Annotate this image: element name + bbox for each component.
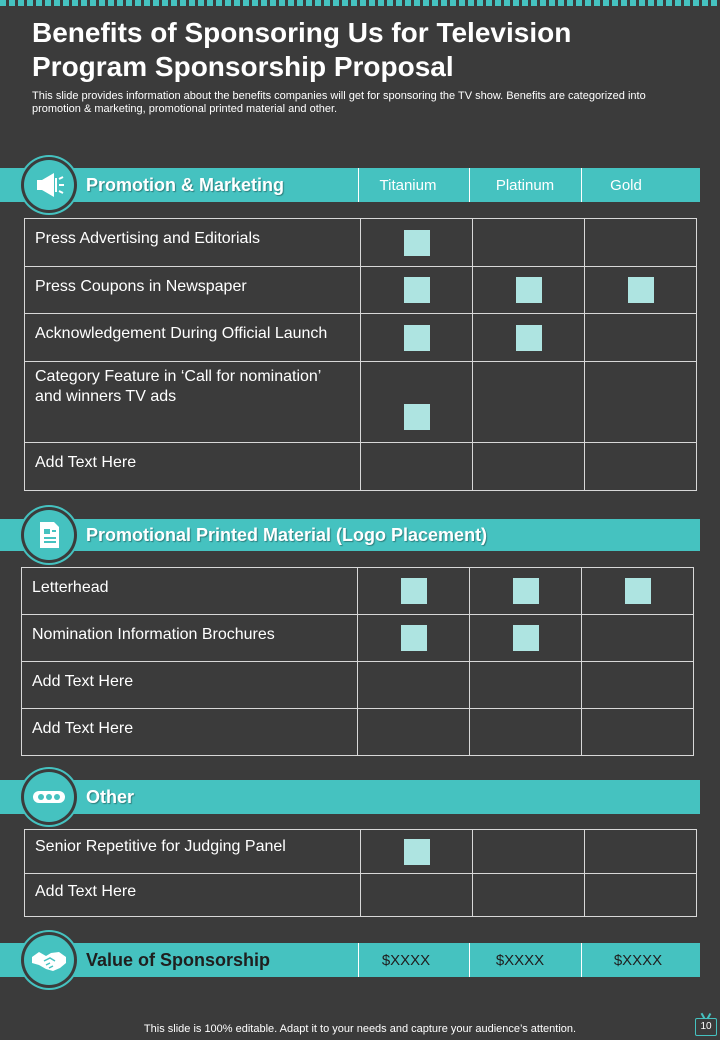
platinum-cell — [470, 662, 582, 709]
titanium-cell — [361, 874, 473, 917]
value-section-title: Value of Sponsorship — [86, 950, 271, 970]
titanium-cell — [361, 267, 473, 314]
handshake-icon — [24, 935, 74, 985]
titanium-cell — [361, 830, 473, 874]
value-titanium: $XXXX — [381, 952, 431, 969]
gold-cell — [585, 219, 697, 267]
table-row — [22, 568, 694, 615]
check-mark — [404, 277, 430, 303]
row-label: Senior Repetitive for Judging Panel — [25, 830, 361, 874]
row-label: Category Feature in ‘Call for nomination’ and winners TV ads — [25, 362, 361, 443]
row-label: Nomination Information Brochures — [22, 615, 358, 662]
platinum-cell — [473, 443, 585, 491]
row-label[interactable]: Add Text Here — [25, 874, 361, 917]
platinum-cell — [473, 314, 585, 362]
check-mark — [401, 625, 427, 651]
check-mark — [404, 325, 430, 351]
check-mark — [513, 625, 539, 651]
table-row — [22, 662, 694, 709]
platinum-cell — [473, 219, 585, 267]
titanium-cell — [358, 568, 470, 615]
table-row — [25, 219, 697, 267]
table-row — [25, 267, 697, 314]
check-mark — [404, 230, 430, 256]
platinum-cell — [473, 267, 585, 314]
table-row — [25, 874, 697, 917]
titanium-cell — [358, 709, 470, 756]
page-number: 10 — [695, 1018, 717, 1036]
footer-note: This slide is 100% editable. Adapt it to your needs and capture your audience’s attention. — [143, 1023, 577, 1035]
document-icon — [24, 510, 74, 560]
check-mark — [516, 325, 542, 351]
gold-cell — [582, 709, 694, 756]
gold-cell — [585, 830, 697, 874]
platinum-cell — [473, 874, 585, 917]
value-platinum: $XXXX — [495, 952, 545, 969]
row-label[interactable]: Add Text Here — [25, 443, 361, 491]
value-gold: $XXXX — [613, 952, 663, 969]
table-row — [25, 830, 697, 874]
megaphone-icon — [24, 160, 74, 210]
row-label[interactable]: Add Text Here — [22, 709, 358, 756]
gold-cell — [585, 874, 697, 917]
titanium-cell — [361, 443, 473, 491]
band-separator — [469, 168, 470, 202]
top-dashed-border — [0, 0, 720, 6]
titanium-cell — [361, 219, 473, 267]
titanium-cell — [361, 362, 473, 443]
platinum-cell — [470, 615, 582, 662]
table-row — [25, 314, 697, 362]
gold-cell — [585, 443, 697, 491]
other-section-title: Other — [86, 787, 135, 807]
other-table — [24, 829, 697, 917]
gold-cell — [585, 362, 697, 443]
table-row — [25, 443, 697, 491]
printed-section-title: Promotional Printed Material (Logo Placement) — [86, 525, 488, 545]
column-header-platinum: Platinum — [495, 177, 555, 194]
column-header-gold: Gold — [610, 177, 642, 194]
gold-cell — [585, 267, 697, 314]
row-label[interactable]: Add Text Here — [22, 662, 358, 709]
row-label: Acknowledgement During Official Launch — [25, 314, 361, 362]
titanium-cell — [361, 314, 473, 362]
check-mark — [404, 404, 430, 430]
promotion-section-title: Promotion & Marketing — [86, 175, 285, 195]
table-row — [25, 362, 697, 443]
platinum-cell — [473, 362, 585, 443]
gold-cell — [585, 314, 697, 362]
printed-table — [21, 567, 694, 756]
check-mark — [625, 578, 651, 604]
row-label: Letterhead — [22, 568, 358, 615]
band-separator — [581, 943, 582, 977]
row-label: Press Coupons in Newspaper — [25, 267, 361, 314]
page-subtitle: This slide provides information about the benefits companies will get for sponsoring the TV show. Benefits are categorized into promotion & marketing, promotional printed material and other. — [32, 90, 646, 115]
check-mark — [628, 277, 654, 303]
table-row — [22, 709, 694, 756]
gold-cell — [582, 662, 694, 709]
more-dots-icon — [24, 772, 74, 822]
gold-cell — [582, 615, 694, 662]
check-mark — [513, 578, 539, 604]
check-mark — [401, 578, 427, 604]
platinum-cell — [473, 830, 585, 874]
platinum-cell — [470, 709, 582, 756]
platinum-cell — [470, 568, 582, 615]
gold-cell — [582, 568, 694, 615]
page-title: Benefits of Sponsoring Us for Television Program Sponsorship Proposal — [32, 17, 572, 82]
row-label: Press Advertising and Editorials — [25, 219, 361, 267]
titanium-cell — [358, 662, 470, 709]
check-mark — [516, 277, 542, 303]
promotion-table — [24, 218, 697, 491]
check-mark — [404, 839, 430, 865]
titanium-cell — [358, 615, 470, 662]
table-row — [22, 615, 694, 662]
column-header-titanium: Titanium — [379, 177, 437, 194]
